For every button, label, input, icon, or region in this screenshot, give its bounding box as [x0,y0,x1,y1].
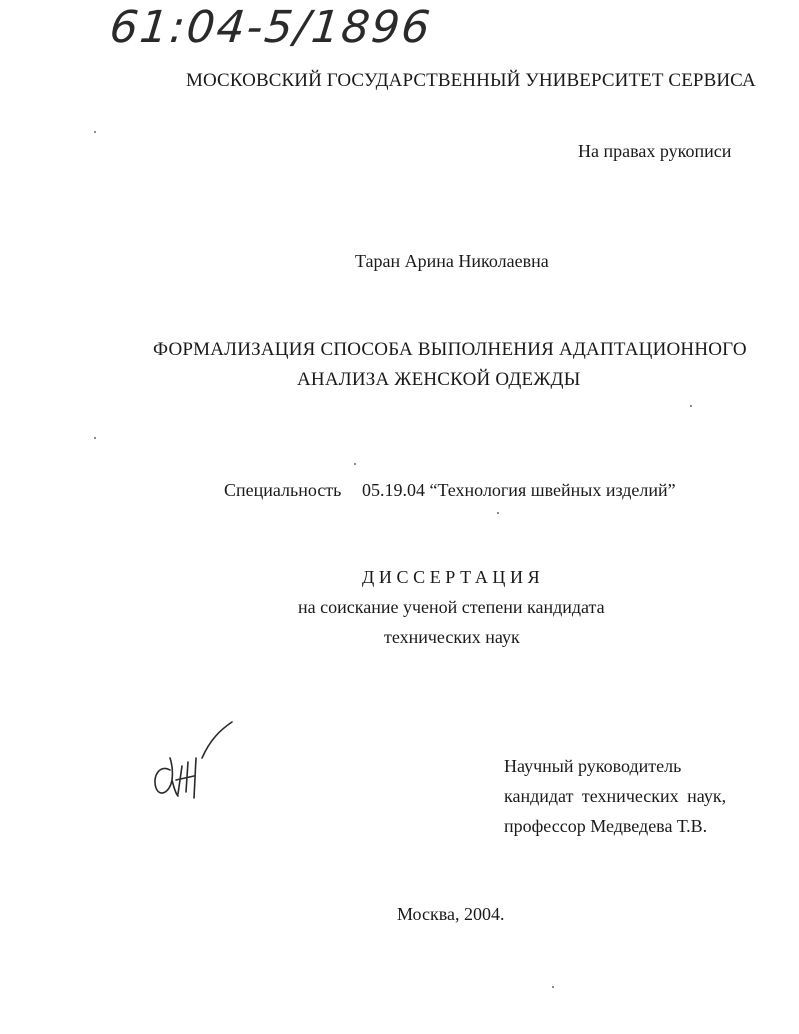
supervisor-line-3: профессор Медведева Т.В. [504,816,708,836]
handwritten-signature [148,718,238,808]
title-line-2: АНАЛИЗА ЖЕНСКОЙ ОДЕЖДЫ [297,369,581,390]
scan-speck [690,405,692,407]
scan-speck [497,512,499,514]
supervisor-line-2: кандидат технических наук, [504,786,727,806]
title-line-1: ФОРМАЛИЗАЦИЯ СПОСОБА ВЫПОЛНЕНИЯ АДАПТАЦИОННОГО [153,339,747,360]
scan-speck [354,463,356,465]
dissertation-degree-line-2: технических наук [384,627,520,647]
scan-speck [94,131,96,133]
scan-speck [94,437,96,439]
archive-code: 61:04-5/1896 [107,2,435,53]
specialty-value: 05.19.04 “Технология швейных изделий” [362,480,676,500]
author-name: Таран Арина Николаевна [355,251,549,271]
scan-speck [552,986,554,988]
city-year: Москва, 2004. [397,904,505,924]
university-name: МОСКОВСКИЙ ГОСУДАРСТВЕННЫЙ УНИВЕРСИТЕТ СЕРВИСА [186,70,756,91]
dissertation-title: ДИССЕРТАЦИЯ [362,567,545,587]
supervisor-line-1: Научный руководитель [504,756,682,776]
specialty-label: Специальность [224,480,342,500]
dissertation-degree-line-1: на соискание ученой степени кандидата [298,597,605,617]
manuscript-rights: На правах рукописи [578,141,732,161]
